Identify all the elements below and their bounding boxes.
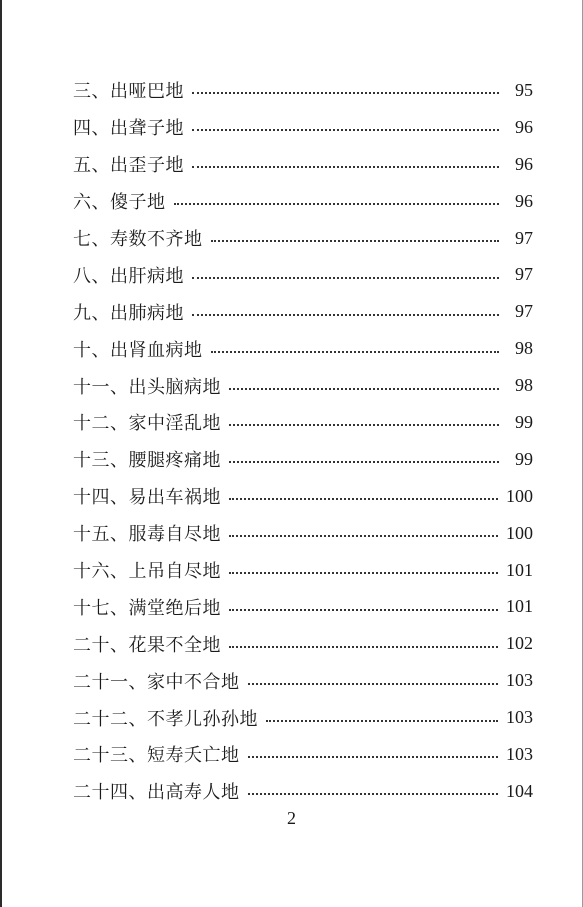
toc-entry — [73, 146, 533, 183]
toc-entry-title: 十四、易出车祸地 — [73, 487, 221, 509]
dot-leader — [248, 756, 499, 758]
toc-entry — [73, 220, 533, 257]
dot-leader — [229, 388, 499, 390]
dot-leader — [248, 793, 499, 795]
toc-entry-page: 100 — [506, 485, 533, 506]
toc-entry — [73, 367, 533, 404]
toc-entry-title: 二十一、家中不合地 — [73, 671, 240, 693]
dot-leader — [192, 277, 499, 279]
dot-leader — [248, 683, 499, 685]
dot-leader — [229, 609, 498, 611]
dot-leader — [211, 351, 500, 353]
toc-entry-page: 104 — [506, 780, 533, 801]
toc-entry-page: 97 — [515, 227, 533, 248]
toc-entry — [73, 588, 533, 625]
toc-entry-title: 十、出肾血病地 — [73, 339, 203, 361]
toc-entry — [73, 552, 533, 589]
toc-entry-title: 十三、腰腿疼痛地 — [73, 450, 221, 472]
dot-leader — [229, 646, 498, 648]
dot-leader — [192, 166, 499, 168]
dot-leader — [229, 572, 498, 574]
toc-entry-title: 四、出聋子地 — [73, 118, 184, 140]
toc-entry-title: 九、出肺病地 — [73, 302, 184, 324]
toc-entry — [73, 699, 533, 736]
toc-entry-title: 十五、服毒自尽地 — [73, 524, 221, 546]
dot-leader — [229, 535, 498, 537]
toc-entry-page: 97 — [515, 301, 533, 322]
toc-entry — [73, 773, 533, 810]
toc-entry-page: 98 — [515, 375, 533, 396]
toc-entry-title: 十七、满堂绝后地 — [73, 597, 221, 619]
toc-entry-page: 103 — [506, 707, 533, 728]
left-page-edge — [0, 0, 2, 907]
dot-leader — [192, 92, 499, 94]
toc-entry — [73, 256, 533, 293]
toc-entry — [73, 736, 533, 773]
dot-leader — [229, 424, 499, 426]
toc-entry — [73, 515, 533, 552]
toc-entry — [73, 109, 533, 146]
dot-leader — [266, 720, 498, 722]
dot-leader — [192, 129, 499, 131]
toc-entry-page: 96 — [515, 116, 533, 137]
toc-entry-page: 101 — [506, 559, 533, 580]
toc-entry — [73, 441, 533, 478]
toc-entry-title: 三、出哑巴地 — [73, 81, 184, 103]
toc-entry-title: 二十二、不孝儿孙孙地 — [73, 708, 258, 730]
toc-entry-page: 102 — [506, 633, 533, 654]
toc-entry-page: 103 — [506, 743, 533, 764]
dot-leader — [211, 240, 500, 242]
toc-entry-page: 96 — [515, 190, 533, 211]
dot-leader — [174, 203, 500, 205]
toc-entry-title: 六、傻子地 — [73, 192, 166, 214]
toc-entry-page: 99 — [515, 411, 533, 432]
toc-entry-title: 七、寿数不齐地 — [73, 229, 203, 250]
toc-entry — [73, 72, 533, 109]
toc-entry-title: 五、出歪子地 — [73, 155, 184, 177]
toc-entry-page: 98 — [515, 338, 533, 359]
toc-entry — [73, 330, 533, 367]
dot-leader — [192, 314, 499, 316]
table-of-contents — [73, 72, 533, 810]
toc-entry-title: 十一、出头脑病地 — [73, 376, 221, 398]
toc-entry — [73, 478, 533, 515]
toc-entry — [73, 404, 533, 441]
toc-entry — [73, 662, 533, 699]
toc-entry-page: 97 — [515, 264, 533, 285]
toc-entry-title: 十二、家中淫乱地 — [73, 413, 221, 435]
toc-entry-title: 十六、上吊自尽地 — [73, 561, 221, 583]
toc-entry-page: 103 — [506, 670, 533, 691]
page-number: 2 — [287, 808, 296, 828]
toc-entry-page: 95 — [515, 79, 533, 100]
toc-entry — [73, 293, 533, 330]
toc-entry-page: 101 — [506, 596, 533, 617]
toc-entry-title: 二十四、出高寿人地 — [73, 782, 240, 804]
dot-leader — [229, 498, 498, 500]
toc-entry-title: 二十、花果不全地 — [73, 634, 221, 656]
toc-entry — [73, 183, 533, 220]
dot-leader — [229, 461, 499, 463]
toc-entry-page: 99 — [515, 448, 533, 469]
toc-entry-title: 二十三、短寿夭亡地 — [73, 745, 240, 767]
toc-entry-page: 96 — [515, 153, 533, 174]
toc-entry-page: 100 — [506, 522, 533, 543]
toc-entry-title: 八、出肝病地 — [73, 265, 184, 287]
toc-entry — [73, 625, 533, 662]
